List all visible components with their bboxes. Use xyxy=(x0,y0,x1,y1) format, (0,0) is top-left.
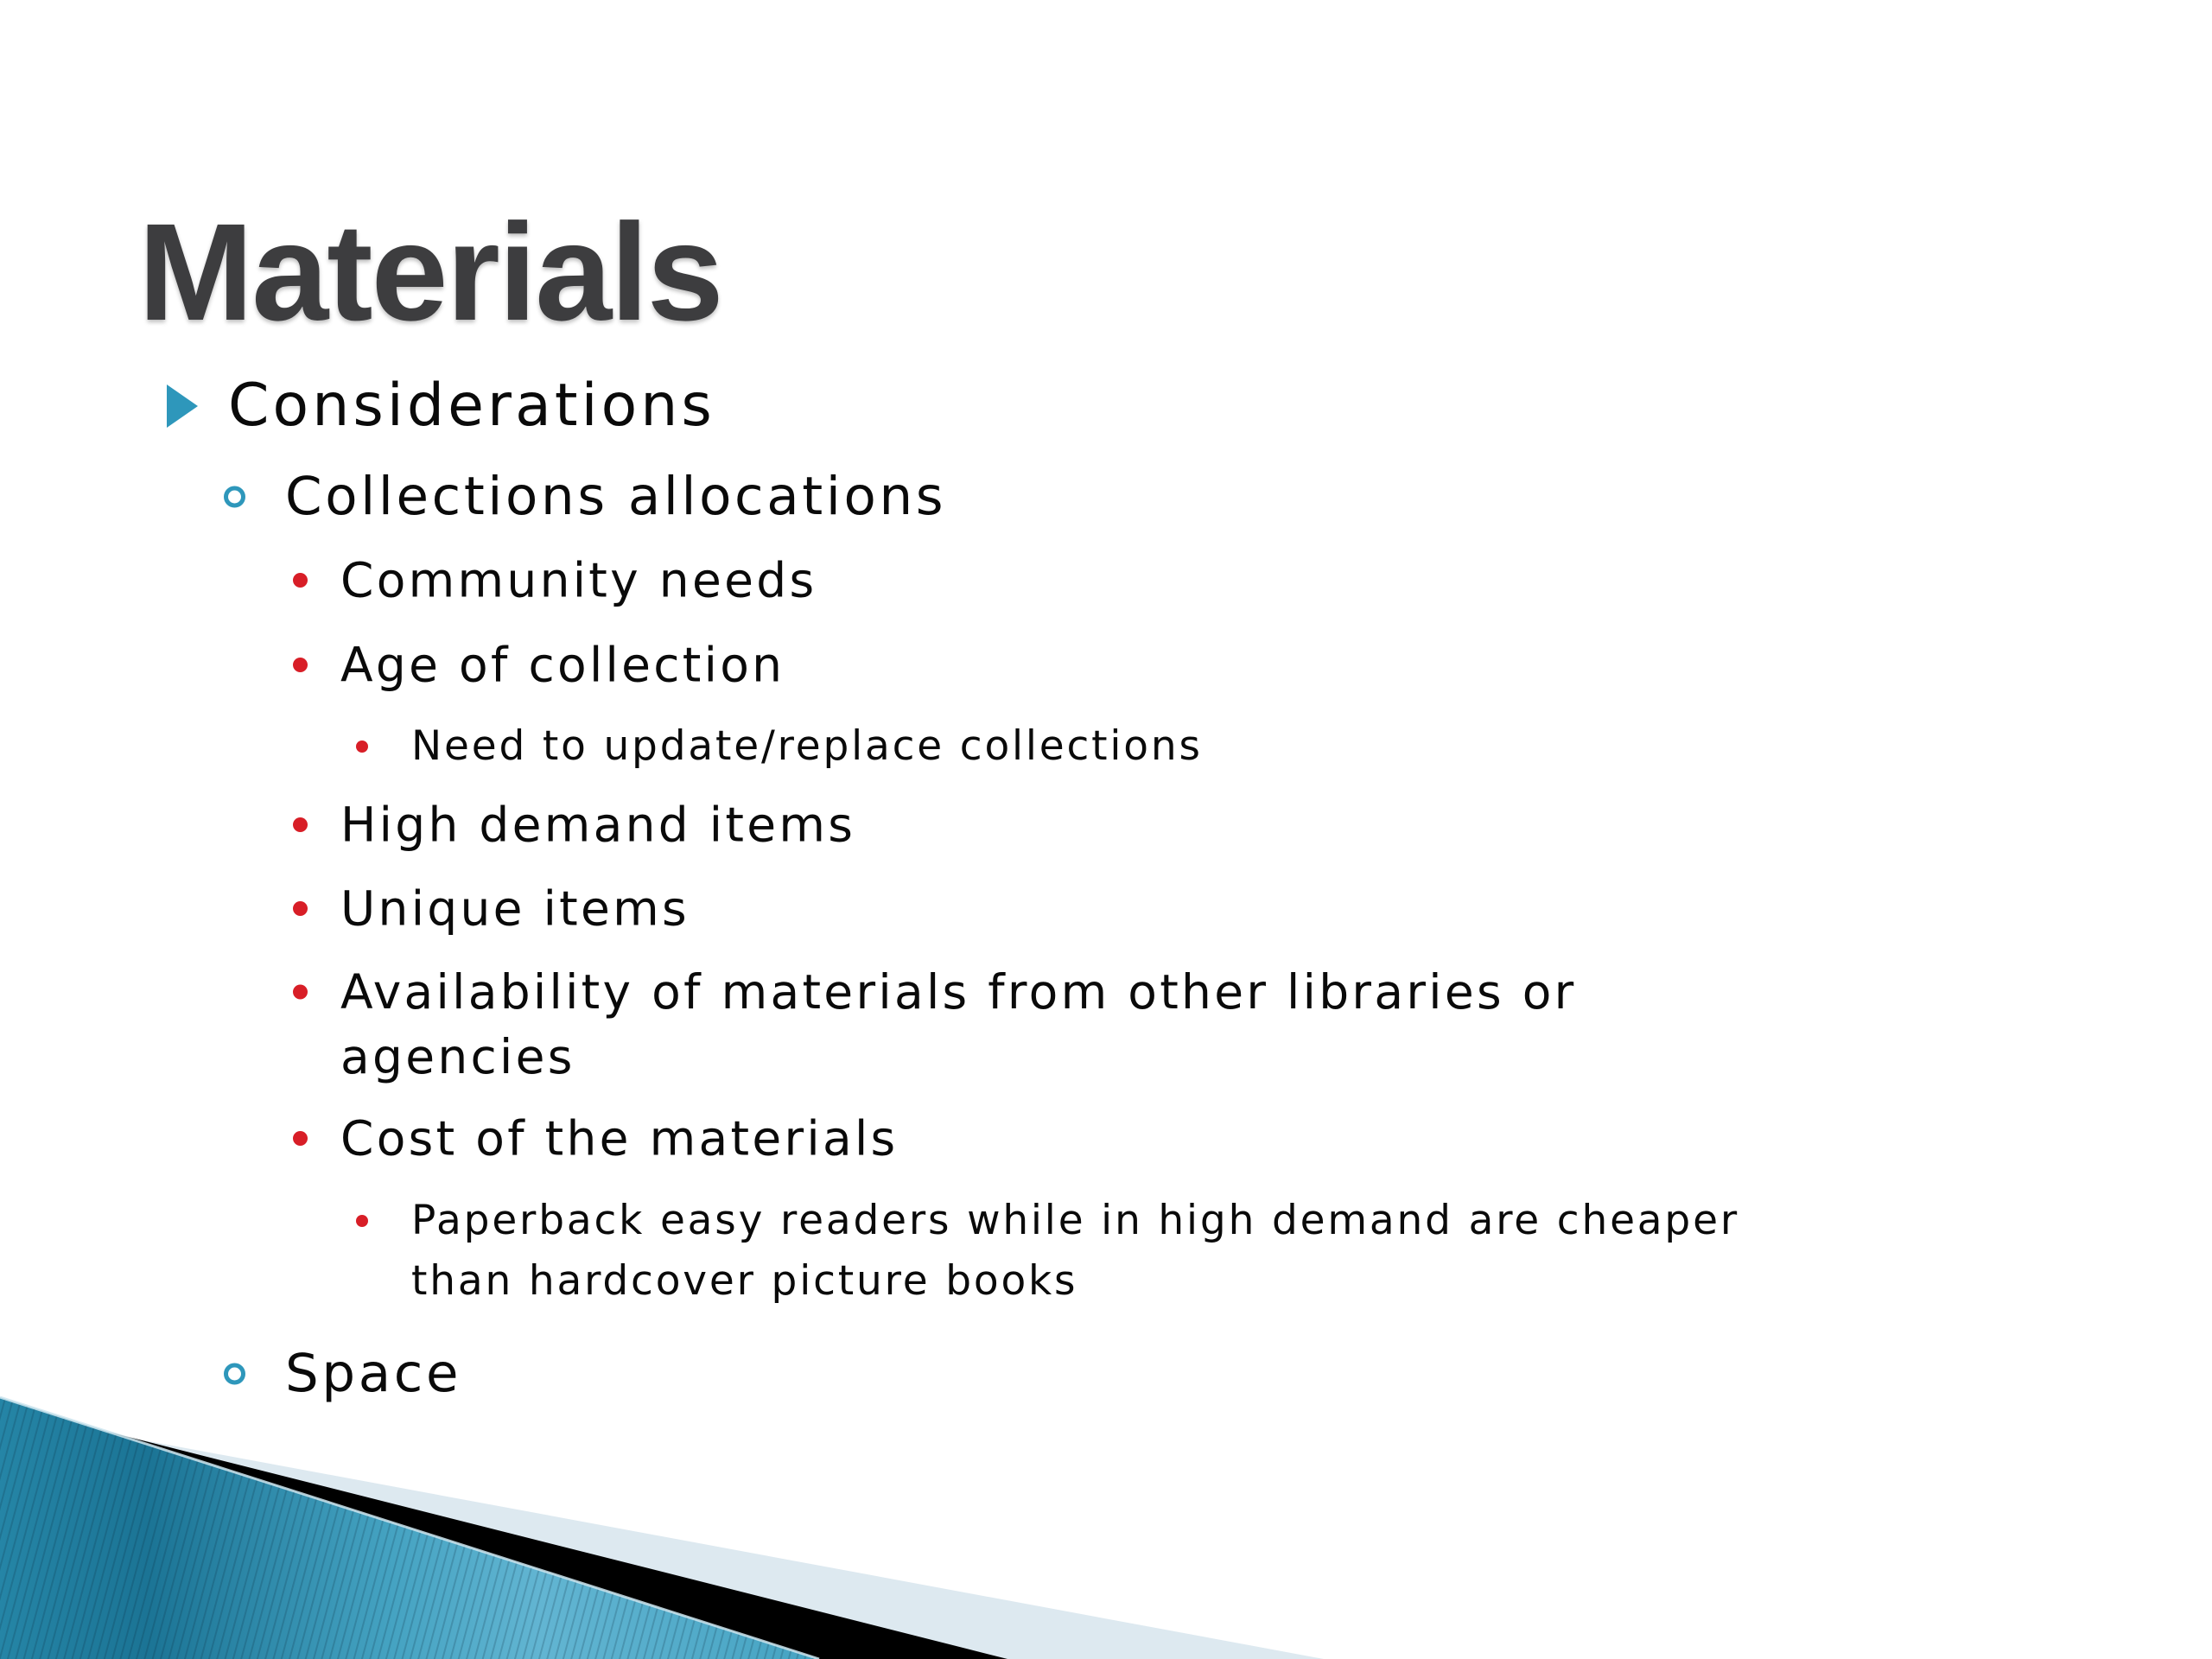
list-item-text: Age of collection xyxy=(340,637,785,693)
dot-bullet-icon xyxy=(356,741,368,753)
corner-swoosh-decoration xyxy=(0,1382,2212,1659)
list-item-text: Unique items xyxy=(340,880,690,937)
dot-bullet-icon xyxy=(293,985,308,1000)
list-item xyxy=(0,960,2212,1090)
list-item xyxy=(0,793,2212,858)
list-item-text: Availability of materials from other libraries or xyxy=(340,964,1577,1020)
dot-bullet-icon xyxy=(356,1215,368,1227)
dot-bullet-icon xyxy=(293,901,308,916)
list-item-text: Paperback easy readers while in high demand are cheaper xyxy=(411,1197,1739,1244)
list-item xyxy=(0,467,2212,527)
list-item xyxy=(0,716,2212,777)
dot-bullet-icon xyxy=(293,1131,308,1146)
list-item-text: Cost of the materials xyxy=(340,1110,899,1166)
list-item-text: Collections allocations xyxy=(285,466,947,527)
list-item xyxy=(0,633,2212,698)
list-item xyxy=(0,549,2212,613)
dot-bullet-icon xyxy=(293,658,308,672)
list-item xyxy=(0,1191,2212,1312)
list-item-text: agencies xyxy=(340,1029,575,1084)
list-item-text: Space xyxy=(285,1343,462,1404)
list-item xyxy=(0,372,2212,440)
circle-bullet-icon xyxy=(224,486,245,508)
triangle-bullet-icon xyxy=(167,385,198,428)
list-item xyxy=(0,877,2212,942)
list-item-text: Community needs xyxy=(340,552,817,608)
list-item-text: than hardcover picture books xyxy=(411,1257,1078,1305)
dot-bullet-icon xyxy=(293,817,308,832)
list-item xyxy=(0,1107,2212,1172)
list-item-text: High demand items xyxy=(340,797,856,853)
list-item-text: Need to update/replace collections xyxy=(411,722,1203,770)
circle-bullet-icon xyxy=(224,1363,245,1385)
dot-bullet-icon xyxy=(293,573,308,588)
slide-title: Materials xyxy=(138,194,722,350)
list-item-text: Considerations xyxy=(228,372,715,440)
